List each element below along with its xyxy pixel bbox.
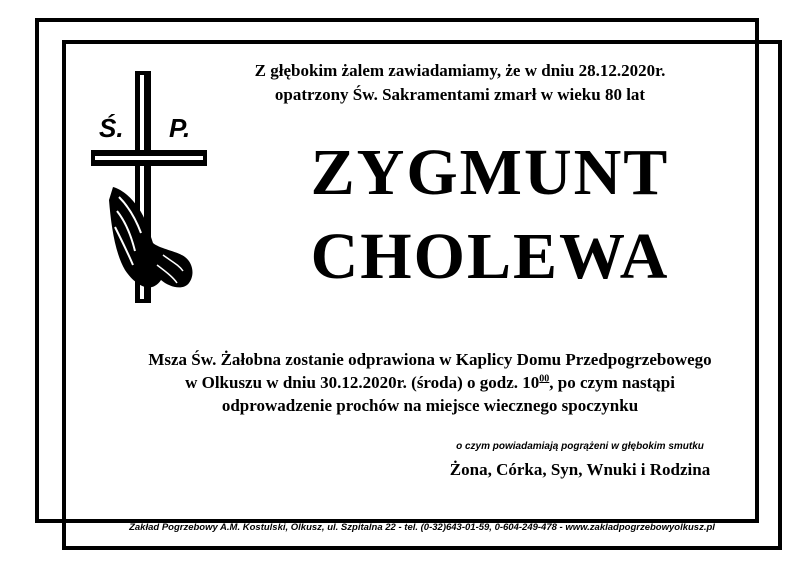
intro-line-2: opatrzony Św. Sakramentami zmarł w wieku 80 lat: [274, 85, 646, 104]
intro-line-1: Z głębokim żalem zawiadamiamy, że w dniu 28.12.2020r.: [254, 61, 666, 80]
mass-line-1: Msza Św. Żałobna zostanie odprawiona w Kaplicy Domu Przedpogrzebowego: [148, 350, 712, 369]
mass-line-2: [70, 372, 790, 394]
mass-line-3: odprowadzenie prochów na miejsce wiecznego spoczynku: [221, 396, 639, 415]
mass-line-2-before: w Olkuszu w dniu 30.12.2020r. (środa) o godz. 10: [185, 373, 540, 392]
mourners-family: Żona, Córka, Syn, Wnuki i Rodzina: [449, 460, 711, 479]
mass-time-minutes: 00: [539, 373, 550, 385]
funeral-home-footer: Zakład Pogrzebowy A.M. Kostulski, Olkusz, ul. Szpitalna 22 - tel. (0-32)643-01-59, 0-604-249-478 - www.zakladpogrzebowyolkusz.pl: [129, 522, 715, 533]
deceased-last-name: CHOLEWA: [310, 220, 670, 293]
sp-abbrev-s: Ś.: [99, 113, 124, 143]
deceased-first-name: ZYGMUNT: [310, 136, 670, 209]
mourners-notice: o czym powiadamiają pogrążeni w głębokim smutku: [456, 441, 704, 452]
mass-line-2-after: , po czym nastąpi: [549, 373, 675, 392]
sp-abbrev-p: P.: [169, 113, 191, 143]
